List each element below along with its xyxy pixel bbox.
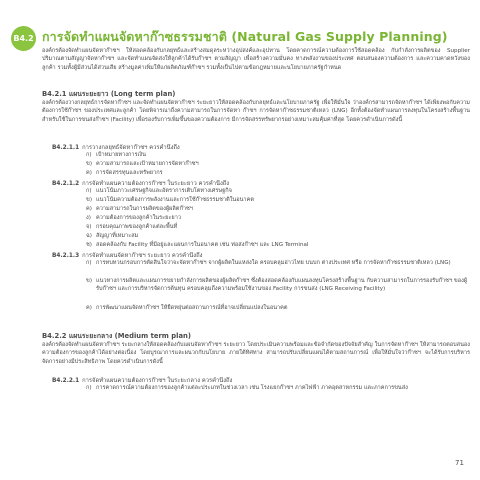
heading-long-term: B4.2.1 แผนระยะยาว (Long term plan) (42, 90, 176, 98)
list-item: ฉ) สัญญาที่เหมาะสม (86, 233, 139, 239)
medium-term-paragraph: องค์กรต้องจัดทำแผนจัดหาก๊าซฯ ระยะกลางให้สอดคล้องกับแผนจัดหาก๊าซฯ ระยะยาว โดยประเมินความพร้อมและข้อจำกัดของปัจจัยสำคัญ ในการจัดหาก๊าซฯ ให้สามารถตอบสนองความต้องการของลูกค้าได้อย่างต่อเนื่อง โดยบูรณาการและผนวกกับนโยบาย ภายใต้ทิศทาง สามารถปรับเปลี่ยนแผนได้ตามสถานการณ์ เพื่อให้มั่นใจว่าก๊าซฯ จะได้รับการบริหารจัดการอย่างมีประสิทธิภาพ โดยควรดำเนินการดังนี้ (42, 342, 470, 365)
list-item: ก) การทบทวนกรอบการตัดสินใจว่าจะจัดหาก๊าซฯ จากผู้ผลิตในแหล่งใด ครอบคลุมอ่าวไทย บนบก ต่างประเทศ หรือ การจัดหาก๊าซธรรมชาติเหลว (LNG) (86, 260, 451, 266)
subheading-number: B4.2.1.1 (52, 145, 80, 151)
heading-medium-term: B4.2.2 แผนระยะกลาง (Medium term plan) (42, 332, 191, 340)
subheading-number: B4.2.1.2 (52, 181, 80, 187)
subheading-number: B4.2.2.1 (52, 378, 80, 384)
subheading-text: การวางกลยุทธ์จัดหาก๊าซฯ ควรคำนึงถึง (82, 145, 180, 151)
subheading-text: การจัดทำแผนจัดหาก๊าซฯ ระยะยาว ควรคำนึงถึง (82, 253, 203, 259)
list-item: ค) การพัฒนาแผนจัดหาก๊าซฯ ให้ยืดหยุ่นต่อสถานการณ์ที่อาจเปลี่ยนแปลงในอนาคต (86, 305, 288, 311)
subheading-text: การจัดทำแผนความต้องการก๊าซฯ ในระยะกลาง ควรคำนึงถึง (82, 378, 233, 384)
list-item: ค) ความสามารถในการผลิตของผู้ผลิตก๊าซฯ (86, 206, 193, 212)
list-item: ค) การจัดสรรทุนและทรัพยากร (86, 170, 163, 176)
list-item: ข) แนวโน้มความต้องการพลังงานและการใช้ก๊าซธรรมชาติในอนาคต (86, 197, 254, 203)
list-item: ก) การคาดการณ์ความต้องการของลูกค้าแต่ละประเภทในช่วงเวลา เช่น โรงแยกก๊าซฯ ภาคไฟฟ้า ภาคอุตสาหกรรม และภาคการขนส่ง (86, 385, 408, 391)
section-badge: B4.2 (11, 26, 36, 51)
list-item: ข) แนวทางการผลิตและแผนการขยายกำลังการผลิตของผู้ผลิตก๊าซฯ ซึ่งต้องสอดคล้องกับแผนลงทุนโครงสร้างพื้นฐาน กับความสามารถในการรองรับก๊าซฯ ของผู้รับก๊าซฯ และการบริหารจัดการต้นทุน ครอบคลุมถึงความพร้อมใช้งานของ Facility การขนส่ง (LNG Receiving Facility) (86, 278, 468, 293)
subheading-text: การจัดทำแผนความต้องการก๊าซฯ ในระยะยาว ควรคำนึงถึง (82, 181, 230, 187)
list-item: ก) แนวโน้มภาวะเศรษฐกิจและอัตราการเติบโตทางเศรษฐกิจ (86, 188, 232, 194)
list-item: ช) สอดคล้องกับ Facility ที่มีอยู่และแผนการในอนาคต เช่น ท่อส่งก๊าซฯ และ LNG Terminal (86, 242, 309, 248)
long-term-paragraph: องค์กรต้องวางกลยุทธ์การจัดหาก๊าซฯ และจัดทำแผนจัดหาก๊าซฯ ระยะยาวให้สอดคล้องกับกลยุทธ์และนโยบายภาครัฐ เพื่อให้มั่นใจ ว่าองค์กรสามารถจัดหาก๊าซฯ ได้เพียงพอกับความต้องการใช้ก๊าซฯ ของประเทศและลูกค้า โดยพิจารณาถึงความสามารถในการจัดหา ก๊าซฯ การจัดหาก๊าซธรรมชาติเหลว (LNG) อีกทั้งต้องจัดทำแผนการลงทุนในโครงสร้างพื้นฐานสำหรับใช้ในการขนส่งก๊าซฯ (Facility) เพื่อรองรับการเพิ่มขึ้นของความต้องการ มีการจัดสรรทรัพยากรอย่างเหมาะสมคุ้มค่าที่สุด โดยควรดำเนินการดังนี้ (42, 100, 470, 123)
list-item: ก) เป้าหมายทางการเงิน (86, 152, 146, 158)
intro-paragraph: องค์กรต้องจัดทำแผนจัดหาก๊าซฯ ให้สอดคล้องกับกลยุทธ์และสร้างสมดุลระหว่างอุปสงค์และอุปทาน โดยคาดการณ์ความต้องการใช้สอดคล้อง กับกำลังการผลิตของ Supplier ปริมาณตามสัญญาจัดหาก๊าซฯ และจัดทำแผนจัดส่งให้ลูกค้าได้รับก๊าซฯ ตามสัญญา เพื่อสร้างความมั่นคง ทางพลังงานของประเทศ ตอบสนองความต้องการ และความคาดหวังของลูกค้า รวมทั้งผู้มีส่วนได้ส่วนเสีย สร้างมูลค่าเพิ่มให้แก่ผลิตภัณฑ์ก๊าซฯ รวมทั้งเป็นไปตามข้อกฎหมายและนโยบายภาครัฐกำหนด (42, 48, 470, 71)
page-number: 71 (455, 459, 464, 467)
subheading-number: B4.2.1.3 (52, 253, 80, 259)
list-item: ง) ความต้องการของลูกค้าในระยะยาว (86, 215, 181, 221)
section-title: การจัดทำแผนจัดหาก๊าซธรรมชาติ (Natural Gas Supply Planning) (42, 29, 448, 44)
list-item: ข) ความสามารถและเป้าหมายการจัดหาก๊าซฯ (86, 161, 199, 167)
list-item: จ) กรอบคุณภาพของลูกค้าแต่ละพื้นที่ (86, 224, 178, 230)
